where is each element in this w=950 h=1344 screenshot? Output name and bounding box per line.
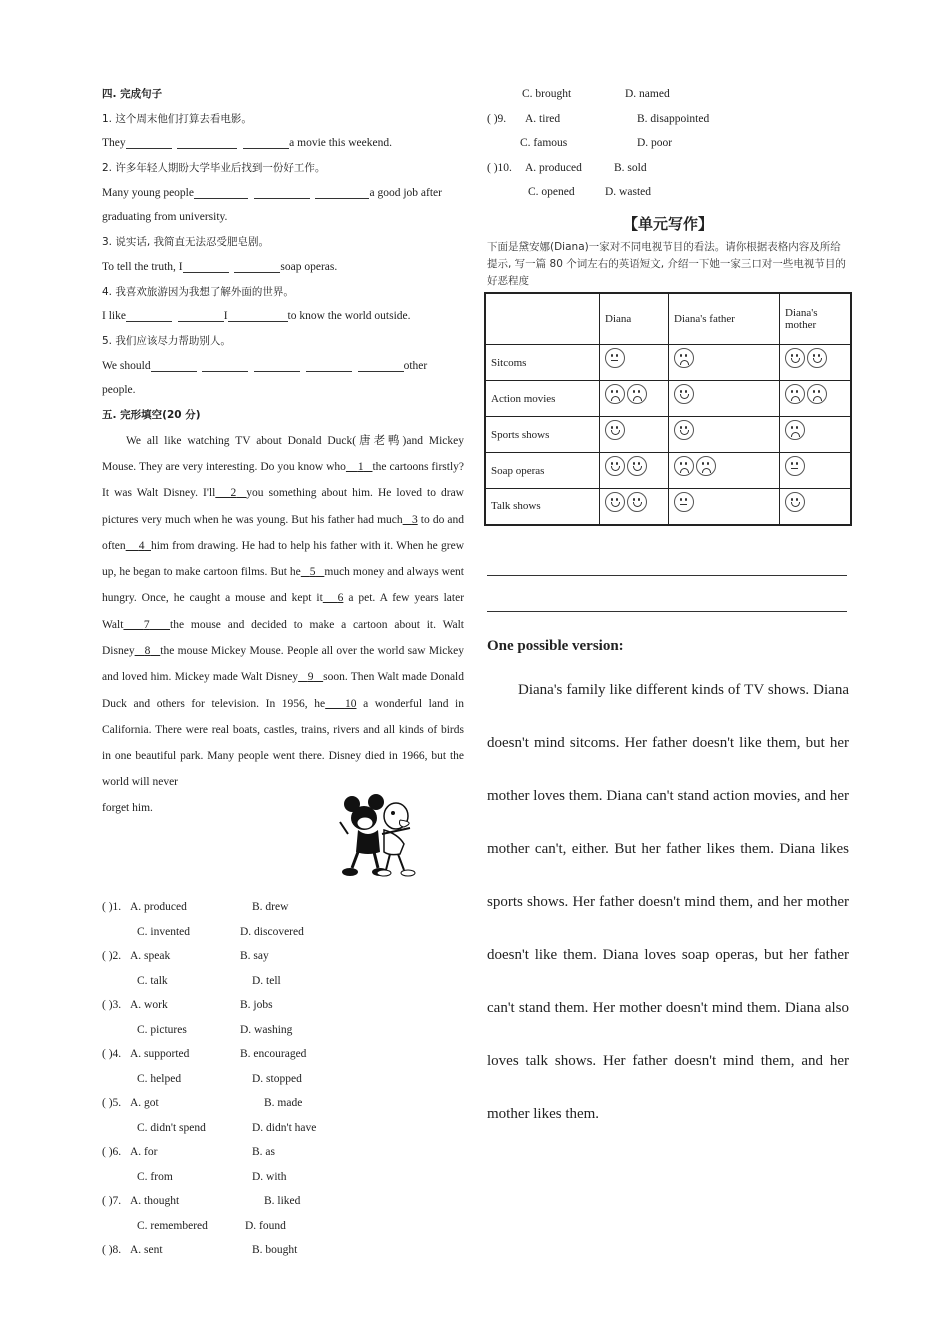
- option-row: [487, 131, 849, 156]
- option-row: [487, 180, 849, 205]
- s4-item2-cn: 2. 许多年轻人期盼大学毕业后找到一份好工作。: [102, 162, 326, 175]
- option-text: D. found: [245, 1219, 286, 1232]
- option-text: B. made: [264, 1097, 303, 1109]
- option-text: B. liked: [264, 1195, 301, 1207]
- option-text: C. opened: [528, 186, 575, 198]
- option-text: A. got: [130, 1097, 159, 1109]
- table-header-diana: Diana: [600, 293, 669, 345]
- frown-face-icon: [674, 348, 694, 368]
- option-text: D. named: [625, 88, 670, 100]
- writing-prompt: 下面是黛安娜(Diana)一家对不同电视节目的看法。请你根据表格内容及所给提示, 写一篇 80 个词左右的英语短文, 介绍一下她一家三口对一些电视节目的好恶程度: [487, 240, 846, 287]
- option-row: [102, 1165, 464, 1190]
- face-cell: [669, 489, 780, 525]
- s4-item1-cn: 1. 这个周末他们打算去看电影。: [102, 112, 252, 125]
- option-text: A. thought: [130, 1195, 180, 1207]
- frown-face-icon: [696, 456, 716, 476]
- tv-opinion-table: [484, 292, 852, 526]
- option-text: ( )6.: [102, 1146, 122, 1158]
- option-text: C. remembered: [137, 1219, 208, 1232]
- row-label: Talk shows: [485, 489, 600, 525]
- option-text: C. helped: [137, 1072, 182, 1085]
- option-text: C. from: [137, 1170, 173, 1183]
- cloze-questions-continued: [487, 82, 849, 205]
- face-cell: [669, 381, 780, 417]
- smile-face-icon: [807, 348, 827, 368]
- option-text: B. bought: [252, 1244, 298, 1256]
- s4-item5-cont: people.: [102, 384, 136, 397]
- option-text: ( )8.: [102, 1244, 122, 1256]
- row-label: Sitcoms: [485, 345, 600, 381]
- option-text: B. say: [240, 950, 269, 962]
- option-text: A. speak: [130, 950, 171, 962]
- s4-item5-cn: 5. 我们应该尽力帮助别人。: [102, 334, 231, 347]
- option-text: C. didn't spend: [137, 1121, 206, 1134]
- option-text: D. poor: [637, 137, 673, 149]
- frown-face-icon: [674, 456, 694, 476]
- option-text: ( )2.: [102, 950, 122, 962]
- s4-item1-en: They a movie this weekend.: [102, 131, 464, 156]
- option-row: [102, 1189, 464, 1214]
- option-text: A. for: [130, 1146, 158, 1158]
- table-row: [485, 345, 851, 381]
- option-row: [102, 969, 464, 994]
- answer-line-1: [487, 574, 847, 576]
- face-cell: [780, 345, 852, 381]
- option-text: A. supported: [130, 1048, 190, 1060]
- mickey-donald-illustration: [338, 794, 428, 878]
- option-row: [487, 107, 849, 132]
- face-cell: [600, 345, 669, 381]
- option-text: C. invented: [137, 925, 191, 938]
- answer-line-2: [487, 610, 847, 612]
- s4-item4-en: I like I to know the world outside.: [102, 304, 464, 329]
- option-row: [102, 1238, 464, 1263]
- option-text: C. pictures: [137, 1023, 187, 1036]
- smile-face-icon: [605, 456, 625, 476]
- smile-face-icon: [627, 492, 647, 512]
- option-text: B. encouraged: [240, 1048, 307, 1060]
- face-cell: [600, 453, 669, 489]
- option-row: [102, 1214, 464, 1239]
- option-text: D. stopped: [252, 1072, 302, 1085]
- smile-face-icon: [674, 420, 694, 440]
- option-text: D. discovered: [240, 925, 304, 938]
- option-row: [102, 1140, 464, 1165]
- face-cell: [600, 381, 669, 417]
- frown-face-icon: [605, 384, 625, 404]
- frown-face-icon: [627, 384, 647, 404]
- option-row: [102, 944, 464, 969]
- cloze-questions: [102, 895, 464, 1263]
- s4-item4-cn: 4. 我喜欢旅游因为我想了解外面的世界。: [102, 285, 294, 298]
- s4-item3-cn: 3. 说实话, 我简直无法忍受肥皂剧。: [102, 236, 270, 249]
- smile-face-icon: [785, 492, 805, 512]
- option-text: ( )5.: [102, 1097, 122, 1109]
- face-cell: [780, 381, 852, 417]
- face-cell: [780, 453, 852, 489]
- version-text: Diana's family like different kinds of TV shows. Diana doesn't mind sitcoms. Her father doesn't like them, but her mother loves them. Diana can't stand action movies, and her mother can't, either. But her father likes them. Diana likes sports shows. Her father doesn't mind them, and her mother doesn't like them. Diana loves soap operas, but her father can't stand them. Her mother doesn't mind them. Diana also loves talk shows. Her father doesn't mind them, and her mother likes them.: [487, 681, 849, 1122]
- option-text: B. jobs: [240, 999, 273, 1011]
- right-column: [487, 82, 849, 1141]
- option-text: ( )9.: [487, 112, 507, 125]
- row-label: Action movies: [485, 381, 600, 417]
- option-text: ( )10.: [487, 161, 512, 174]
- option-text: ( )7.: [102, 1195, 122, 1207]
- row-label: Sports shows: [485, 417, 600, 453]
- version-title: One possible version:: [487, 637, 624, 654]
- option-row: [102, 993, 464, 1018]
- smile-face-icon: [627, 456, 647, 476]
- option-text: A. produced: [525, 161, 582, 174]
- writing-title: 【单元写作】: [622, 214, 713, 233]
- option-text: ( )4.: [102, 1048, 122, 1060]
- table-header-mother: Diana's mother: [780, 293, 852, 345]
- face-cell: [780, 489, 852, 525]
- face-cell: [669, 453, 780, 489]
- frown-face-icon: [785, 420, 805, 440]
- table-header-empty: [485, 293, 600, 345]
- neutral-face-icon: [605, 348, 625, 368]
- face-cell: [600, 417, 669, 453]
- neutral-face-icon: [674, 492, 694, 512]
- option-text: D. didn't have: [252, 1121, 317, 1134]
- option-text: B. sold: [614, 161, 647, 174]
- face-cell: [669, 417, 780, 453]
- face-cell: [669, 345, 780, 381]
- cloze-passage-end: forget him.: [102, 801, 153, 814]
- section5-title: 五. 完形填空(20 分): [102, 408, 201, 421]
- section4-title: 四. 完成句子: [102, 88, 163, 100]
- table-row: [485, 381, 851, 417]
- option-row: [102, 895, 464, 920]
- option-row: [487, 82, 849, 107]
- option-text: B. drew: [252, 901, 289, 913]
- option-text: B. as: [252, 1146, 275, 1158]
- option-row: [102, 920, 464, 945]
- face-cell: [600, 489, 669, 525]
- table-row: [485, 453, 851, 489]
- table-row: [485, 489, 851, 525]
- s4-item2-cont: graduating from university.: [102, 211, 228, 224]
- option-row: [102, 1067, 464, 1092]
- option-row: [102, 1042, 464, 1067]
- option-text: D. tell: [252, 974, 281, 987]
- option-text: C. brought: [522, 88, 572, 100]
- neutral-face-icon: [785, 456, 805, 476]
- s4-item5-en: We should other: [102, 354, 464, 379]
- option-text: A. sent: [130, 1244, 163, 1256]
- option-row: [102, 1091, 464, 1116]
- option-text: D. with: [252, 1170, 287, 1183]
- option-text: D. washing: [240, 1023, 293, 1036]
- option-text: B. disappointed: [637, 112, 710, 125]
- option-text: D. wasted: [605, 186, 651, 198]
- table-row: [485, 417, 851, 453]
- option-text: C. talk: [137, 974, 168, 987]
- option-text: A. work: [130, 999, 168, 1011]
- option-text: ( )3.: [102, 999, 122, 1011]
- option-row: [487, 156, 849, 181]
- option-text: C. famous: [520, 137, 568, 149]
- smile-face-icon: [605, 492, 625, 512]
- row-label: Soap operas: [485, 453, 600, 489]
- smile-face-icon: [605, 420, 625, 440]
- cloze-passage: We all like watching TV about Donald Duck(唐老鸭)and Mickey Mouse. They are very interesting. Do you know who 1 the cartoons firstly? It was Walt Disney. I'll 2 you something about him. He loved to draw pictures very much when he was young. But his father had much 3 to do and often 4 him from drawing. He had to help his father with it. When he grew up, he began to make cartoon films. But he 5 much money and always went hungry. Once, he caught a mouse and kept it 6 a pet. A few years later Walt 7 the mouse and decided to make a cartoon about it. Walt Disney 8 the mouse Mickey Mouse. People all over the world saw Mickey and loved him. Mickey made Walt Disney 9 soon. Then Walt made Donald Duck and others for television. In 1956, he 10 a wonderful land in California. There were real boats, castles, trains, rivers and all kinds of birds in one beautiful park. Many people went there. Disney died in 1966, but the world will never: [102, 434, 465, 789]
- table-header-father: Diana's father: [669, 293, 780, 345]
- left-column: [102, 82, 465, 1256]
- frown-face-icon: [807, 384, 827, 404]
- option-text: ( )1.: [102, 901, 122, 913]
- option-row: [102, 1018, 464, 1043]
- option-text: A. produced: [130, 901, 187, 913]
- s4-item3-en: To tell the truth, I soap operas.: [102, 255, 464, 280]
- smile-face-icon: [785, 348, 805, 368]
- face-cell: [780, 417, 852, 453]
- s4-item2-en: Many young people a good job after: [102, 181, 464, 206]
- option-text: A. tired: [525, 112, 561, 125]
- frown-face-icon: [785, 384, 805, 404]
- smile-face-icon: [674, 384, 694, 404]
- option-row: [102, 1116, 464, 1141]
